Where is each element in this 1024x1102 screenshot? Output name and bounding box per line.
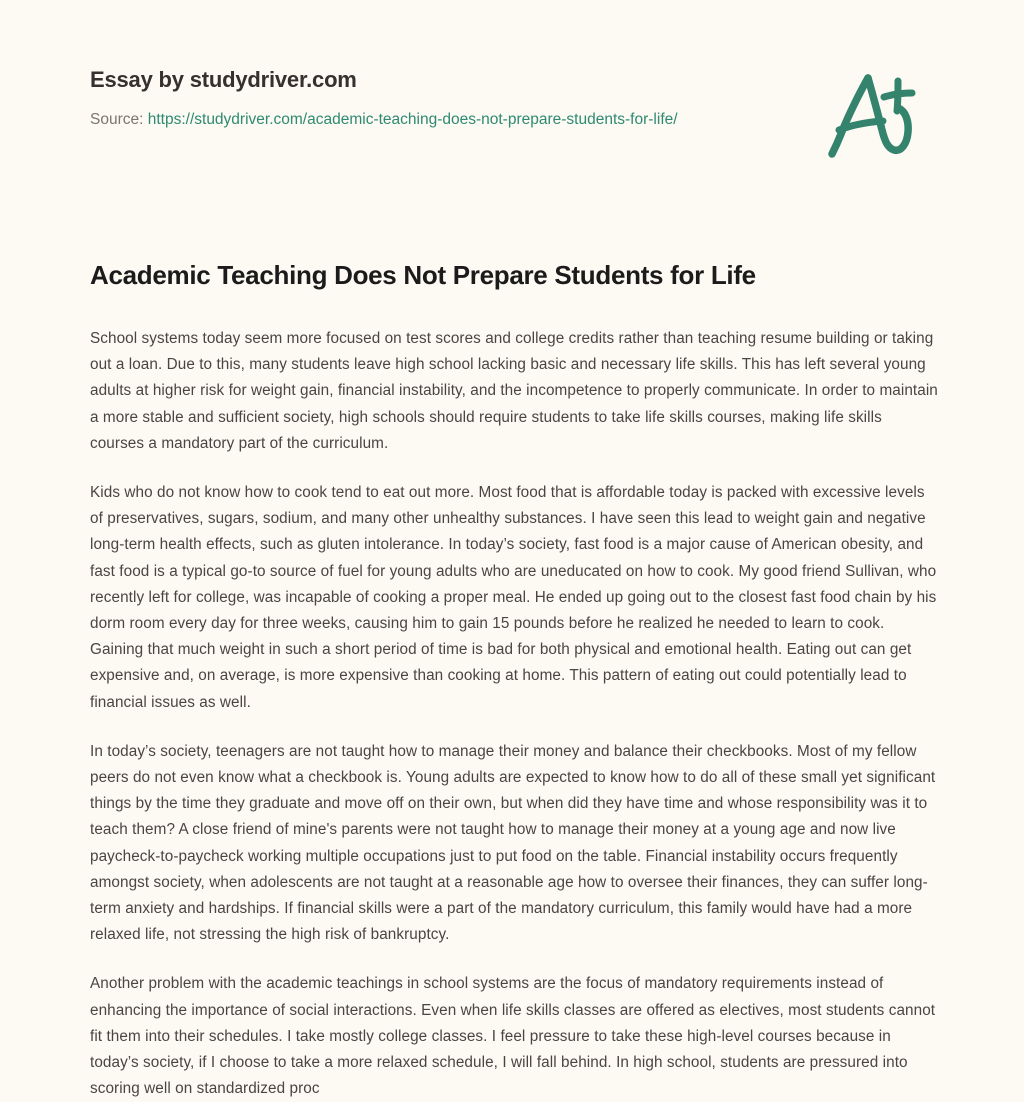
paragraph: Another problem with the academic teachings in school systems are the focus of mandatory requirements instead of enhancing the importance of social interactions. Even when life skills classes are offered as electives, most students cannot fit them into their schedules. I take mostly college classes. I feel pressure to take these high-level courses because in today’s society, if I choose to take a more relaxed schedule, I will fall behind. In high school, students are pressured into scoring well on standardized proc (90, 975, 936, 1098)
paragraph: Kids who do not know how to cook tend to eat out more. Most food that is affordable today is packed with excessive levels of preservatives, sugars, sodium, and many other unhealthy substances. I have seen this lead to weight gain and negative long-term health effects, such as gluten intolerance. In today’s society, fast food is a major cause of American obesity, and fast food is a typical go-to source of fuel for young adults who are uneducated on how to cook. My good friend Sullivan, who recently left for college, was incapable of cooking a proper meal. He ended up going out to the closest fast food chain by his dorm room every day for three weeks, causing him to gain 15 pounds before he realized he needed to learn to cook. Gaining that much weight in such a short period of time is bad for both physical and emotional health. Eating out can get expensive and, on average, is more expensive than cooking at home. This pattern of eating out could potentially lead to financial issues as well. (90, 484, 937, 711)
page-title: Academic Teaching Does Not Prepare Students for Life (90, 260, 756, 290)
document-header (0, 0, 1024, 200)
paragraph: In today’s society, teenagers are not taught how to manage their money and balance their checkbooks. Most of my fellow peers do not even know what a checkbook is. Young adults are expected to know how to do all of these small yet significant things by the time they graduate and move off on their own, but when did they have time and whose responsibility was it to teach them? A close friend of mine's parents were not taught how to manage their money at a young age and now live paycheck-to-paycheck working multiple occupations just to put food on the table. Financial instability occurs frequently amongst society, when adolescents are not taught at a reasonable age how to oversee their finances, they can suffer long-term anxiety and hardships. If financial skills were a part of the mandatory curriculum, this family would have had a more relaxed life, not stressing the high risk of bankruptcy. (90, 742, 936, 944)
a-plus-logo (812, 58, 930, 176)
article-body (90, 326, 938, 1102)
a-plus-logo-icon (812, 58, 930, 176)
article (90, 258, 938, 1102)
brand-title: Essay by studydriver.com (90, 67, 357, 92)
brand-block (90, 66, 790, 130)
source-label: Source: (90, 111, 144, 128)
paragraph: School systems today seem more focused on test scores and college credits rather than teaching resume building or taking out a loan. Due to this, many students leave high school lacking basic and necessary life skills. This has left several young adults at higher risk for weight gain, financial instability, and the incompetence to properly communicate. In order to maintain a more stable and sufficient society, high schools should require students to take life skills courses, making life skills courses a mandatory part of the curriculum. (90, 330, 938, 452)
source-url-link[interactable]: https://studydriver.com/academic-teaching-does-not-prepare-students-for-life/ (147, 111, 678, 128)
source-line (90, 110, 790, 130)
